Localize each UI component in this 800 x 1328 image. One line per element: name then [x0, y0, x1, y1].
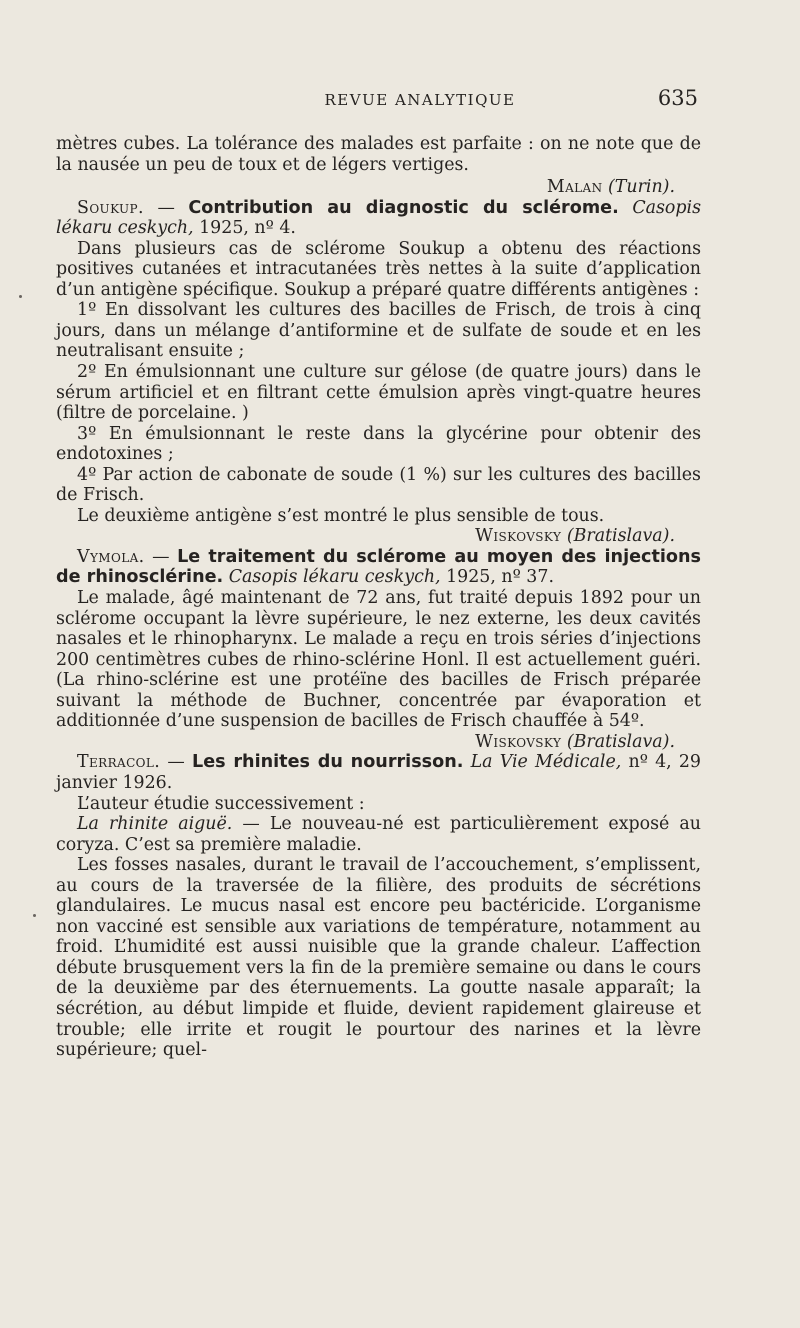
signature-place: (Bratislava).	[566, 731, 675, 752]
journal-name: Casopis lékaru ceskych,	[56, 197, 702, 239]
body-text	[56, 134, 701, 1061]
abstract-paragraph: Le deuxième antigène s’est montré le plus sensible de tous.	[77, 505, 605, 526]
article-reference-soukup	[56, 198, 701, 239]
signature-author: Wiskovsky	[475, 731, 562, 752]
article-author: Soukup.	[77, 197, 144, 218]
abstract-paragraph: 3º En émulsionnant le reste dans la glycérine pour obtenir des endotoxines ;	[56, 423, 701, 465]
abstract-paragraph: 2º En émulsionnant une culture sur gélose (de quatre jours) dans le sérum artificiel et en filtrant cette émulsion après vingt-quatre heures (filtre de porcelaine. )	[56, 362, 701, 424]
signature-author: Wiskovsky	[475, 526, 562, 547]
abstract-paragraph: Les fosses nasales, durant le travail de l’accouchement, s’emplissent, au cours de la traversée de la filière, des produits de sécrétions glandulaires. Le mucus nasal est encore peu bactéricide. L’organisme non vacciné est sensible aux variations de température, notamment au froid. L’humidité est aussi nuisible que la grande chaleur. L’affection débute brusquement vers la fin de la première semaine ou dans le cours de la deuxième par des éternuements. La goutte nasale apparaît; la sécrétion, au début limpide et fluide, devient rapidement glaireuse et trouble; elle irrite et rougit le pourtour des narines et la lèvre supérieure; quel-	[56, 855, 701, 1061]
article-title: Les rhinites du nourrisson.	[191, 752, 464, 773]
article-reference-vymola	[56, 547, 701, 588]
signature-place: (Bratislava).	[566, 526, 675, 547]
abstract-paragraph: Le malade, âgé maintenant de 72 ans, fut traité depuis 1892 pour un sclérome occupant la lèvre supérieure, le nez externe, les deux cavités nasales et le rhinopharynx. Le malade a reçu en trois séries d’injections 200 centimètres cubes de rhino-sclérine Honl. Il est actuellement guéri. (La rhino-sclérine est une protéïne des bacilles de Frisch préparée suivant la méthode de Buchner, concentrée par évaporation et additionnée d’une suspension de bacilles de Frisch chauffée à 54º.	[56, 588, 701, 732]
journal-ref: nº 4, 29 janvier 1926.	[56, 752, 701, 793]
abstract-paragraph: 1º En dissolvant les cultures des bacilles de Frisch, de trois à cinq jours, dans un mélange d’antiformine et de sulfate de soude et en les neutralisant ensuite ;	[56, 300, 701, 362]
signature-place: (Turin).	[608, 177, 675, 198]
speck-mark	[33, 914, 36, 917]
article-title: Contribution au diagnostic du sclérome.	[188, 197, 619, 218]
running-header: REVUE ANALYTIQUE	[324, 91, 516, 109]
article-author: Terracol.	[77, 752, 161, 773]
journal-name: La Vie Médicale,	[470, 752, 622, 773]
journal-ref: 1925, nº 4.	[193, 218, 296, 239]
abstract-paragraph: 4º Par action de cabonate de soude (1 %) sur les cultures des bacilles de Frisch.	[56, 464, 701, 506]
signature-wiskovsky	[56, 732, 701, 753]
signature-malan	[56, 177, 701, 198]
page-number: 635	[657, 86, 698, 110]
speck-mark	[19, 295, 22, 298]
article-title: Le traitement du sclérome au moyen des injections de rhinosclérine.	[56, 546, 702, 588]
reference-dash: —	[143, 197, 189, 218]
journal-name: Casopis lékaru ceskych,	[228, 567, 441, 588]
reference-dash: —	[160, 752, 192, 773]
signature-wiskovsky	[56, 526, 701, 547]
abstract-subsection	[56, 814, 701, 855]
continuation-paragraph: mètres cubes. La tolérance des malades est parfaite : on ne note que de la nausée un peu de toux et de légers vertiges.	[56, 134, 701, 175]
journal-ref: 1925, nº 37.	[440, 567, 554, 588]
subsection-text: — Le nouveau-né est particulièrement exposé au coryza. C’est sa première maladie.	[56, 814, 701, 855]
signature-author: Malan	[546, 177, 603, 198]
abstract-paragraph: Dans plusieurs cas de sclérome Soukup a obtenu des réactions positives cutanées et intracutanées très nettes à la suite d’application d’un antigène spécifique. Soukup a préparé quatre différents antigènes :	[56, 238, 701, 300]
abstract-intro: L’auteur étudie successivement :	[77, 793, 365, 814]
subsection-title: La rhinite aiguë.	[77, 814, 233, 835]
reference-dash: —	[144, 546, 178, 567]
article-reference-terracol	[56, 752, 701, 793]
article-author: Vymola.	[77, 546, 145, 567]
